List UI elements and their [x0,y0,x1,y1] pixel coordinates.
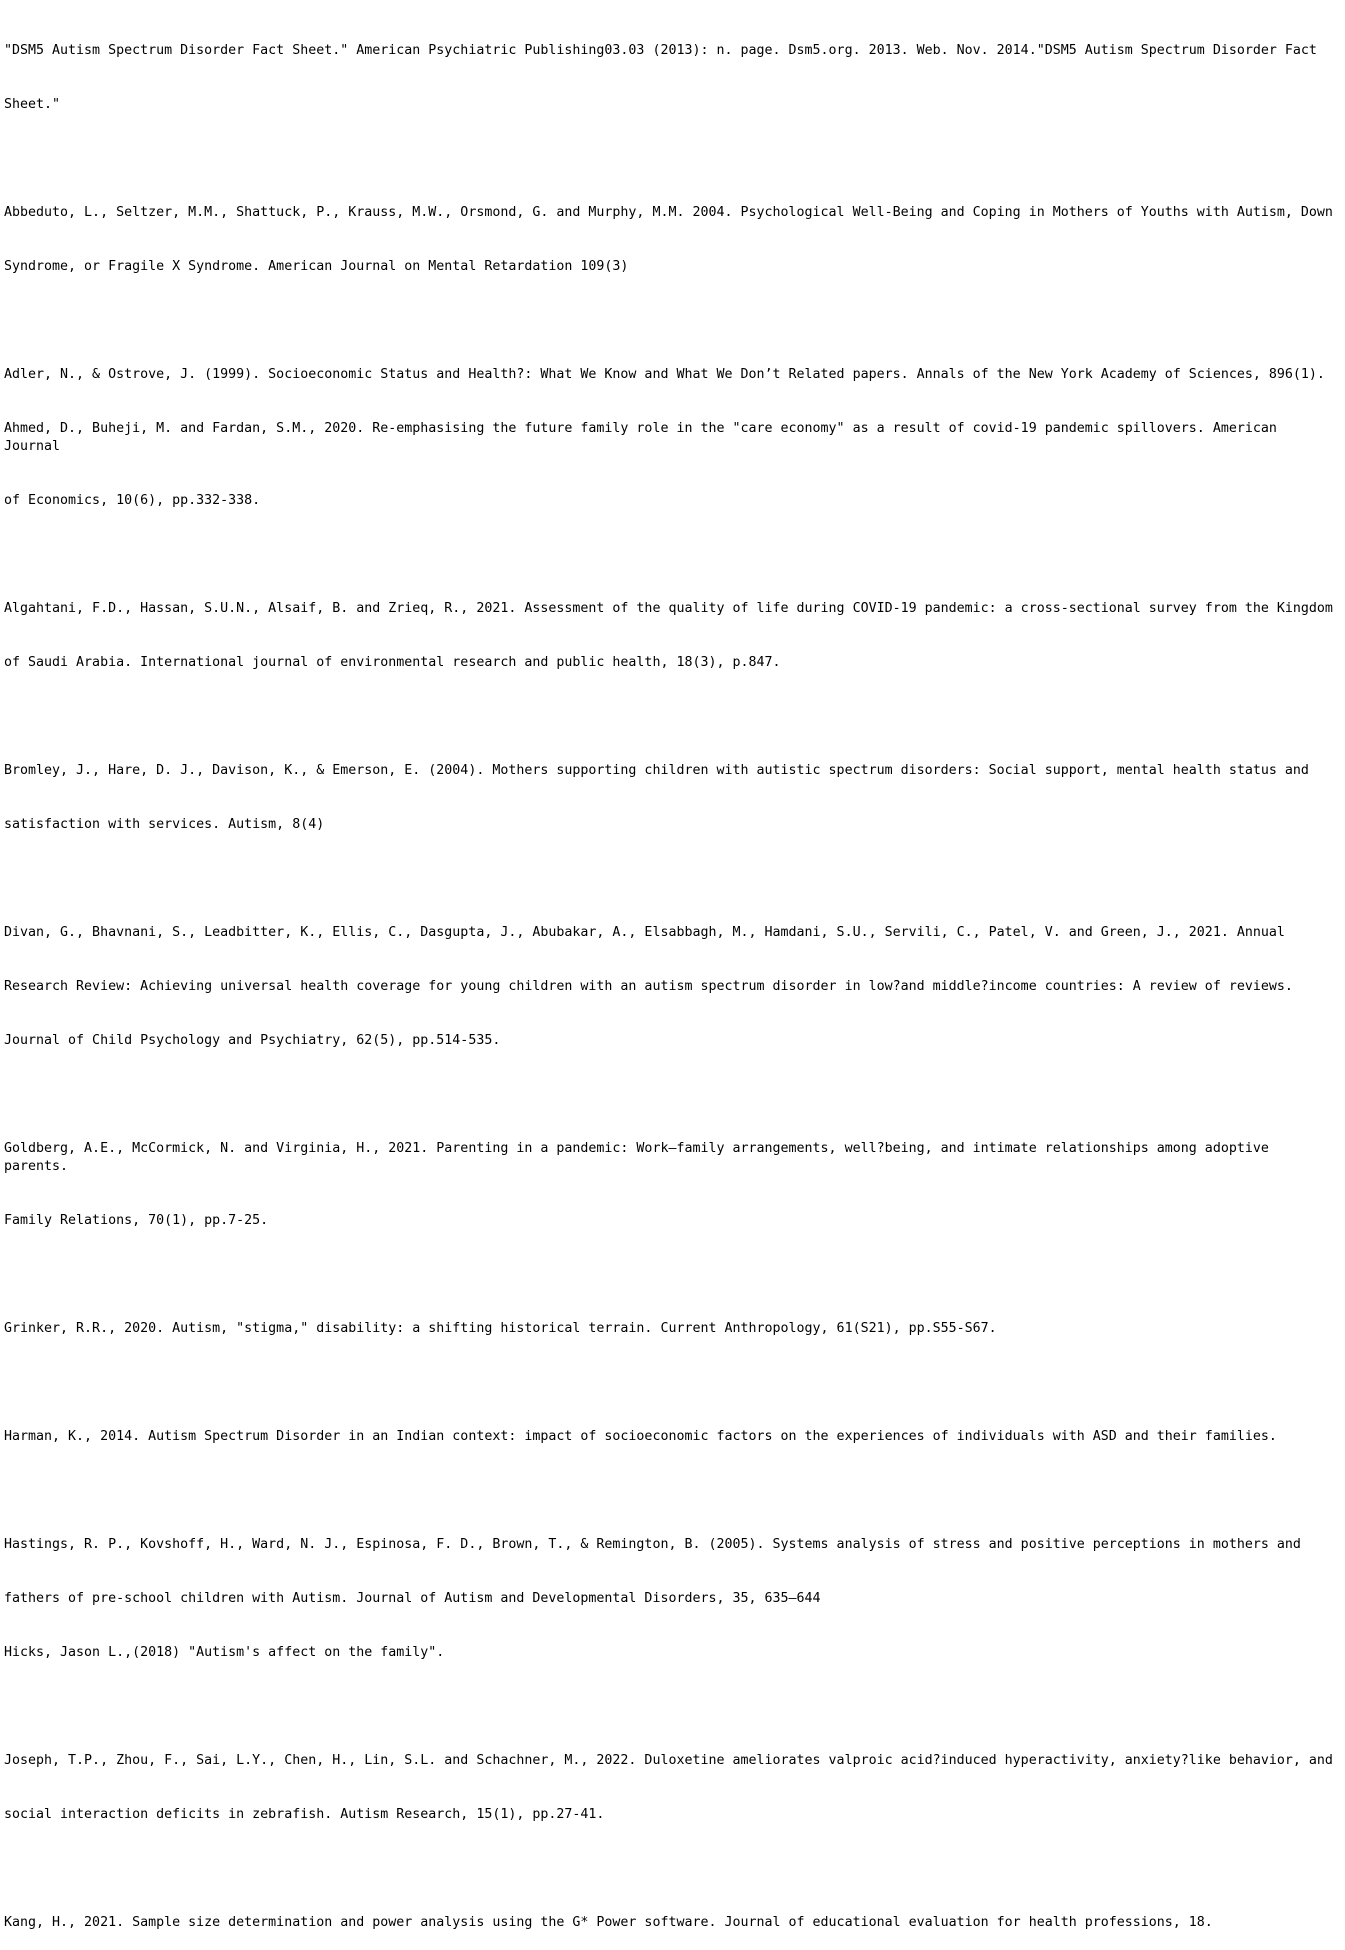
reference-line: Hicks, Jason L.,(2018) "Autism's affect on the family". [4,1645,445,1660]
reference-line: Goldberg, A.E., McCormick, N. and Virginia, H., 2021. Parenting in a pandemic: Work–family arrangements, well?being, and intimate relationships among adoptive parents. [4,1141,1277,1174]
reference-line: Algahtani, F.D., Hassan, S.U.N., Alsaif, B. and Zrieq, R., 2021. Assessment of the quality of life during COVID-19 pandemic: a cross-sectional survey from the Kingdom [4,601,1333,616]
blank-line [4,1374,1340,1392]
blank-line [4,1266,1340,1284]
blank-line [4,150,1340,168]
reference-line: Research Review: Achieving universal health coverage for young children with an autism spectrum disorder in low?and middle?income countries: A review of reviews. [4,979,1293,994]
reference-line: Syndrome, or Fragile X Syndrome. American Journal on Mental Retardation 109(3) [4,259,629,274]
reference-line: Family Relations, 70(1), pp.7-25. [4,1213,269,1228]
reference-line: Kang, H., 2021. Sample size determination and power analysis using the G* Power software. Journal of educational evaluation for health professions, 18. [4,1915,1213,1930]
reference-line: Joseph, T.P., Zhou, F., Sai, L.Y., Chen, H., Lin, S.L. and Schachner, M., 2022. Duloxetine ameliorates valproic acid?induced hyperactivity, anxiety?like behavior, and [4,1753,1333,1768]
reference-line: of Economics, 10(6), pp.332-338. [4,493,261,508]
reference-line: Divan, G., Bhavnani, S., Leadbitter, K., Ellis, C., Dasgupta, J., Abubakar, A., Elsabbagh, M., Hamdani, S.U., Servili, C., Patel, V. and Green, J., 2021. Annual [4,925,1285,940]
blank-line [4,312,1340,330]
reference-line: Harman, K., 2014. Autism Spectrum Disorder in an Indian context: impact of socioeconomic factors on the experiences of individuals with ASD and their families. [4,1429,1277,1444]
reference-line: Grinker, R.R., 2020. Autism, "stigma," disability: a shifting historical terrain. Current Anthropology, 61(S21), pp.S55-S67. [4,1321,997,1336]
reference-line: fathers of pre-school children with Autism. Journal of Autism and Developmental Disorders, 35, 635–644 [4,1591,821,1606]
reference-line: satisfaction with services. Autism, 8(4) [4,817,325,832]
reference-line: "DSM5 Autism Spectrum Disorder Fact Sheet." American Psychiatric Publishing03.03 (2013): n. page. Dsm5.org. 2013. Web. Nov. 2014."DSM5 Autism Spectrum Disorder Fact [4,43,1317,58]
reference-line: Bromley, J., Hare, D. J., Davison, K., & Emerson, E. (2004). Mothers supporting children with autistic spectrum disorders: Social support, mental health status and [4,763,1309,778]
reference-line: social interaction deficits in zebrafish. Autism Research, 15(1), pp.27-41. [4,1807,605,1822]
blank-line [4,708,1340,726]
reference-line: of Saudi Arabia. International journal of environmental research and public health, 18(3), p.847. [4,655,781,670]
reference-line: Hastings, R. P., Kovshoff, H., Ward, N. J., Espinosa, F. D., Brown, T., & Remington, B. (2005). Systems analysis of stress and positive perceptions in mothers and [4,1537,1301,1552]
blank-line [4,870,1340,888]
blank-line [4,1482,1340,1500]
reference-line: Abbeduto, L., Seltzer, M.M., Shattuck, P., Krauss, M.W., Orsmond, G. and Murphy, M.M. 2004. Psychological Well-Being and Coping in Mothers of Youths with Autism, Down [4,205,1333,220]
blank-line [4,1698,1340,1716]
reference-line: Sheet." [4,97,61,112]
reference-line: Journal of Child Psychology and Psychiatry, 62(5), pp.514-535. [4,1033,501,1048]
blank-line [4,1086,1340,1104]
reference-line: Ahmed, D., Buheji, M. and Fardan, S.M., 2020. Re-emphasising the future family role in the "care economy" as a result of covid-19 pandemic spillovers. American Journal [4,421,1285,454]
blank-line [4,546,1340,564]
reference-line: Adler, N., & Ostrove, J. (1999). Socioeconomic Status and Health?: What We Know and What We Don’t Related papers. Annals of the New York Academy of Sciences, 896(1). [4,367,1325,382]
reference-list [4,6,1340,1950]
blank-line [4,1860,1340,1878]
